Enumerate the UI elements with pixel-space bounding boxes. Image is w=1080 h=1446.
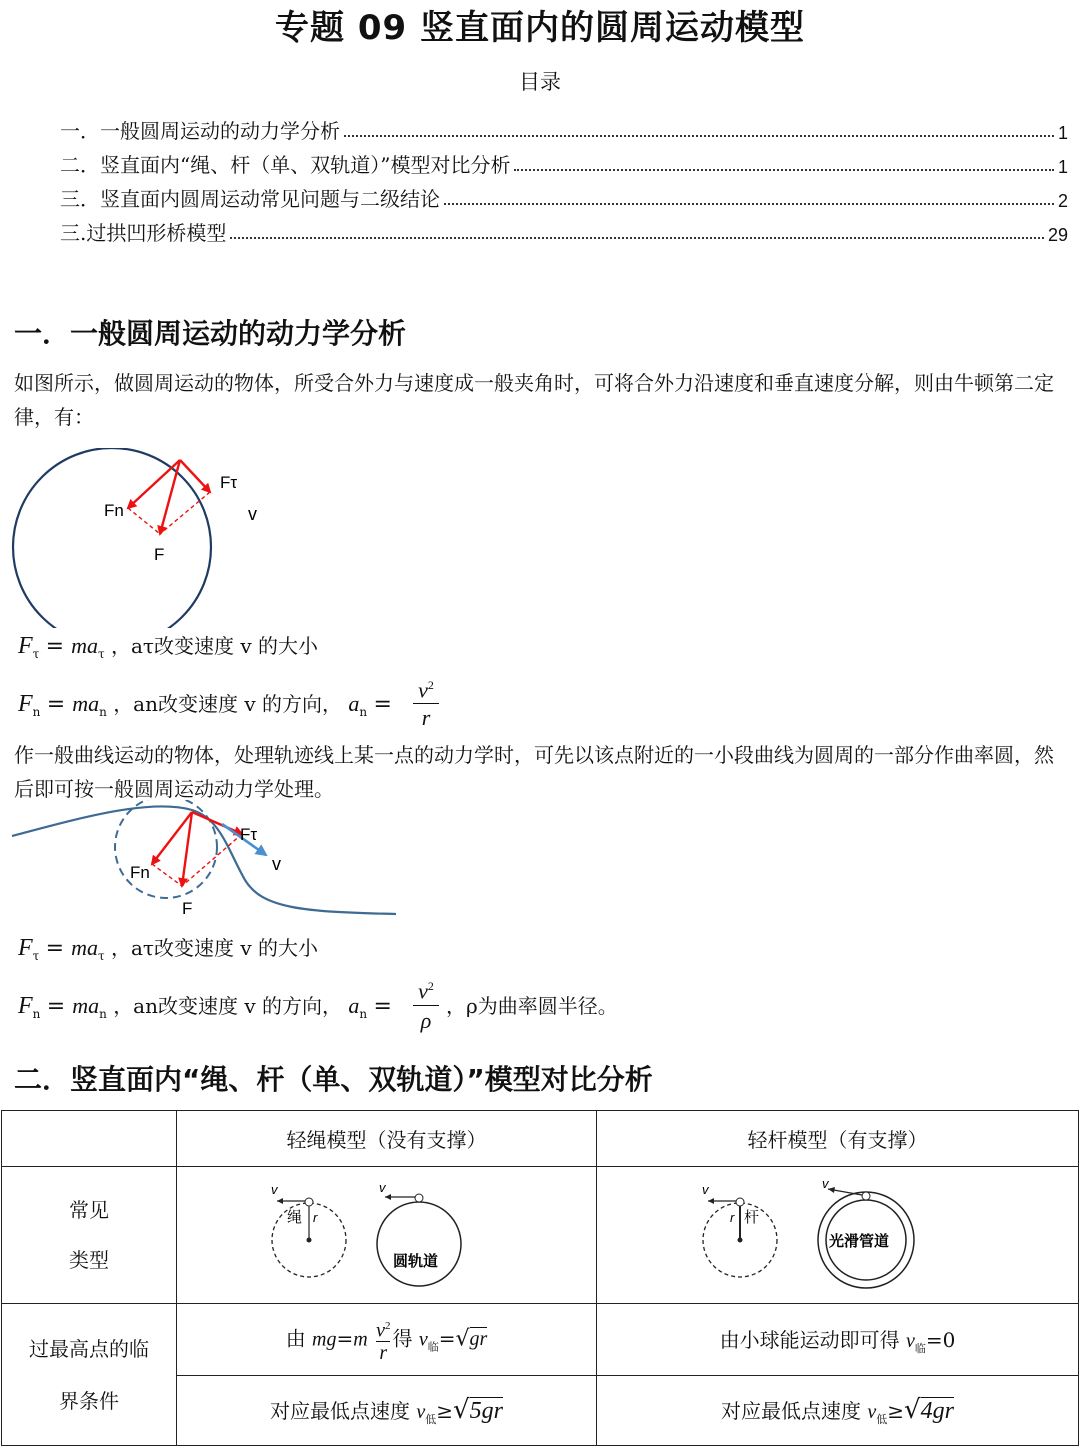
rod-models-cell	[597, 1167, 1079, 1304]
row-label-critical: 过最高点的临 界条件	[2, 1304, 177, 1446]
circular-track-label: 圆轨道	[392, 1253, 438, 1270]
toc-item-label: 三.过拱凹形桥模型	[60, 221, 227, 245]
ft-label: Fτ	[240, 825, 258, 844]
f-arrow	[160, 460, 180, 534]
svg-text:v: v	[378, 1180, 385, 1195]
rope-critical-cell: 由 mg=m $\frac{v^2}{r}$ 得 $v_临=√gr$	[177, 1304, 597, 1376]
section1-intro: 如图所示，做圆周运动的物体，所受合外力与速度成一般夹角时，可将合外力沿速度和垂直速度分解，则由牛顿第二定律，有：	[14, 371, 1054, 429]
svg-text:v: v	[821, 1180, 828, 1191]
fn-arrow	[128, 460, 180, 508]
model-comparison-table	[1, 1110, 1079, 1446]
svg-text:杆: 杆	[743, 1209, 759, 1226]
toc-item-label: 一．一般圆周运动的动力学分析	[60, 119, 340, 143]
v-label: v	[248, 504, 257, 524]
col-header-rope: 轻绳模型（没有支撑）	[177, 1111, 597, 1167]
curved-trajectory	[12, 806, 396, 914]
svg-text:绳: 绳	[286, 1209, 302, 1226]
section2-heading: 二．竖直面内“绳、杆（单、双轨道）”模型对比分析	[14, 1063, 653, 1096]
toc-item-page: 29	[1047, 225, 1068, 245]
toc-heading: 目录	[519, 70, 561, 94]
trajectory-circle	[13, 448, 211, 628]
rod-critical-cell: 由小球能运动即可得 $v_临=0$	[597, 1304, 1079, 1376]
table-of-contents	[60, 110, 1068, 246]
equation-normal-2: $F_n = ma_n$ ，an改变速度 v 的方向， $a_n$ = $v^2$ ρ ，ρ为曲率圆半径。	[18, 978, 618, 1034]
section1-heading: 一．一般圆周运动的动力学分析	[14, 317, 407, 350]
curvature-figure	[0, 800, 420, 925]
equation-tangential: $F_\tau = ma_\tau$ ，aτ改变速度 v 的大小	[18, 633, 319, 661]
rope-lowest-speed-cell: 对应最低点速度 $v_低\ge√5gr$	[177, 1376, 597, 1446]
toc-leader	[444, 203, 1054, 205]
toc-item-label: 二．竖直面内“绳、杆（单、双轨道）”模型对比分析	[60, 153, 511, 177]
toc-item[interactable]	[60, 110, 1068, 144]
page-title: 专题 09 竖直面内的圆周运动模型	[275, 8, 805, 48]
svg-text:v: v	[270, 1182, 277, 1197]
toc-leader	[514, 169, 1054, 171]
rope-models-figure	[237, 1180, 537, 1290]
svg-text:r: r	[729, 1210, 734, 1225]
rod-lowest-speed-cell: 对应最低点速度 $v_低\ge√4gr$	[597, 1376, 1079, 1446]
toc-item-page: 2	[1057, 191, 1068, 211]
fn-label: Fn	[130, 863, 150, 882]
toc-item[interactable]	[60, 144, 1068, 178]
v-label: v	[272, 854, 281, 874]
fn-label: Fn	[104, 501, 124, 520]
toc-item-label: 三．竖直面内圆周运动常见问题与二级结论	[60, 187, 440, 211]
ft-label: Fτ	[220, 473, 238, 492]
toc-leader	[344, 135, 1054, 137]
equation-tangential-2: $F_\tau = ma_\tau$ ，aτ改变速度 v 的大小	[18, 935, 319, 963]
rope-models-cell	[177, 1167, 597, 1304]
circular-motion-figure	[0, 448, 300, 628]
smooth-tube-label: 光滑管道	[828, 1233, 889, 1250]
toc-leader	[230, 237, 1044, 239]
svg-text:r: r	[312, 1210, 317, 1225]
f-label: F	[154, 545, 165, 564]
toc-item-page: 1	[1057, 123, 1068, 143]
section1-paragraph-2: 作一般曲线运动的物体，处理轨迹线上某一点的动力学时，可先以该点附近的一小段曲线为圆周的一部分作曲率圆，然后即可按一般圆周运动动力学处理。	[14, 743, 1054, 801]
row-label-types: 常见 类型	[2, 1167, 177, 1304]
f-label: F	[182, 899, 193, 918]
ft-arrow	[180, 460, 210, 492]
toc-item-page: 1	[1057, 157, 1068, 177]
svg-text:v: v	[701, 1182, 708, 1197]
rod-models-figure	[688, 1180, 988, 1290]
toc-item[interactable]	[60, 212, 1068, 246]
toc-item[interactable]	[60, 178, 1068, 212]
col-header-rod: 轻杆模型（有支撑）	[597, 1111, 1079, 1167]
